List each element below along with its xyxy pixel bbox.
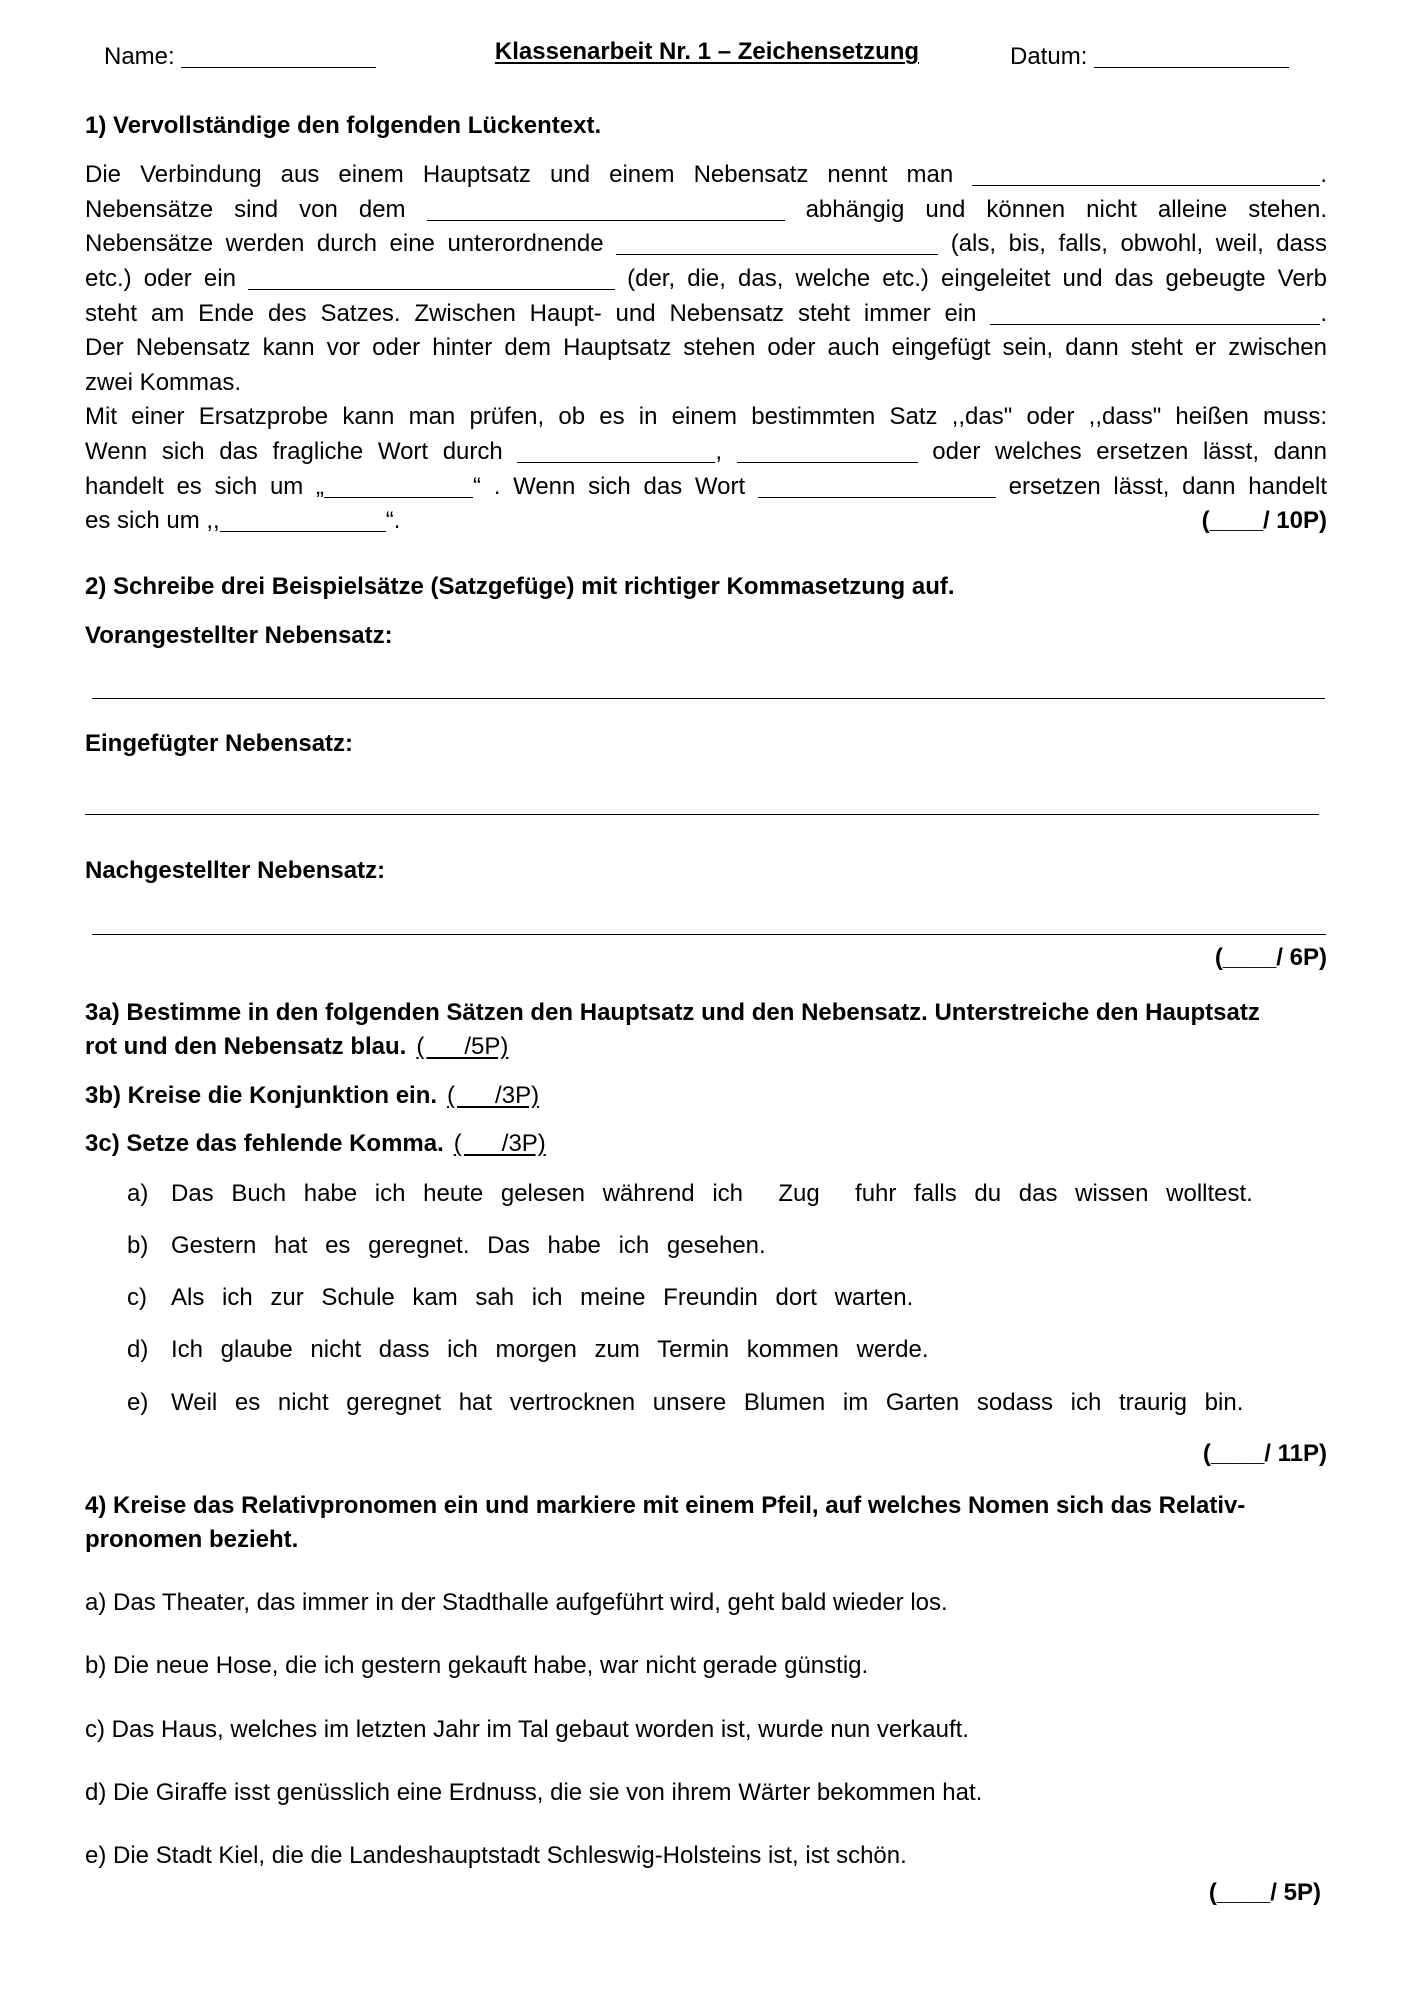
task3c-heading-row [85,1127,546,1161]
cloze-blank [517,462,715,463]
field-label-postposed: Nachgestellter Nebensatz: [85,857,386,884]
date-blank [1094,67,1289,68]
cloze-text: steht am Ende des Satzes. Zwischen Haupt- und Nebensatz steht immer ein [85,299,977,327]
list-marker: c) [127,1284,147,1311]
task4-points: (____/ 5P) [1208,1879,1321,1906]
task3a-points: ( /5P) [416,1033,509,1060]
cloze-line [85,331,1327,366]
cloze-blank [220,531,386,532]
list-marker: a) [127,1180,149,1207]
cloze-line [85,470,1327,505]
answer-line [92,934,1326,935]
list-item: Gestern hat es geregnet. Das habe ich gesehen. [171,1232,766,1259]
cloze-blank [248,289,615,290]
cloze-blank [972,185,1320,186]
cloze-text: Nebensätze sind von dem [85,195,406,223]
field-label-embedded: Eingefügter Nebensatz: [85,730,354,757]
cloze-text: Die Verbindung aus einem Hauptsatz und einem Nebensatz nennt man [85,161,954,188]
field-label-preposed: Vorangestellter Nebensatz: [85,622,393,649]
cloze-text: Mit einer Ersatzprobe kann man prüfen, ob es in einem bestimmten Satz ,,das" oder ,,dass" heißen muss: [85,403,1327,431]
cloze-text: . [1320,299,1327,327]
cloze-line [85,400,1327,435]
cloze-text: Wenn sich das fragliche Wort durch [85,438,503,466]
list-item: Das Buch habe ich heute gelesen während ich Zug fuhr falls du das wissen wolltest. [171,1180,1253,1207]
task3b-points: ( /3P) [447,1082,540,1109]
task1-heading: 1) Vervollständige den folgenden Lückentext. [85,112,602,139]
cloze-line [85,504,1327,539]
task3c-points: ( /3P) [453,1130,546,1157]
answer-line [92,698,1325,699]
cloze-line [85,227,1327,262]
task2-points: (____/ 6P) [1214,944,1327,971]
cloze-line [85,435,1327,470]
list-item: Als ich zur Schule kam sah ich meine Freundin dort warten. [171,1284,914,1311]
cloze-text: . [1320,161,1328,188]
task1-cloze-text [85,158,1327,539]
list-item: Weil es nicht geregnet hat vertrocknen unsere Blumen im Garten sodass ich traurig bin. [171,1389,1244,1416]
cloze-text: ersetzen lässt, dann handelt [1008,472,1327,500]
list-marker: d) [85,1779,107,1806]
date-field [1010,40,1289,74]
list-marker: e) [127,1389,149,1416]
task4-heading-cont: pronomen bezieht. [85,1526,299,1553]
list-marker: d) [127,1336,149,1363]
cloze-line [85,297,1327,332]
cloze-line [85,158,1327,193]
cloze-blank [616,254,938,255]
cloze-blank [990,324,1320,325]
list-item-text: Die Giraffe isst genüsslich eine Erdnuss, die sie von ihrem Wärter bekommen hat. [113,1779,983,1806]
list-item [85,1776,982,1810]
cloze-text: (der, die, das, welche etc.) eingeleitet und das gebeugte Verb [627,264,1328,292]
cloze-text: Der Nebensatz kann vor oder hinter dem Hauptsatz stehen oder auch eingefügt sein, dann steht er zwischen [85,334,1327,362]
list-item [85,1586,948,1620]
exam-title: Klassenarbeit Nr. 1 – Zeichensetzung [494,38,920,65]
task3b-heading: 3b) Kreise die Konjunktion ein. [85,1082,438,1109]
list-item-text: Die Stadt Kiel, die die Landeshauptstadt Schleswig-Holsteins ist, ist schön. [113,1842,907,1869]
list-item [85,1649,868,1683]
cloze-text: abhängig und können nicht alleine stehen. [805,195,1327,223]
cloze-text: zwei Kommas. [85,368,242,396]
list-marker: c) [85,1716,105,1743]
task3c-heading: 3c) Setze das fehlende Komma. [85,1130,444,1157]
list-marker: e) [85,1842,107,1869]
task3-points: (____/ 11P) [1202,1440,1327,1467]
task1-points: (____/ 10P) [1201,507,1327,535]
list-item-text: Das Theater, das immer in der Stadthalle aufgeführt wird, geht bald wieder los. [113,1589,948,1616]
list-item-text: Die neue Hose, die ich gestern gekauft habe, war nicht gerade günstig. [113,1652,869,1679]
cloze-text: “. [385,507,401,535]
list-marker: b) [127,1232,149,1259]
list-marker: a) [85,1589,107,1616]
task4-heading: 4) Kreise das Relativpronomen ein und markiere mit einem Pfeil, auf welches Nomen sich das Relativ- [85,1492,1246,1519]
task3a-heading-cont [85,1030,508,1064]
name-label: Name: [104,43,175,70]
list-item [85,1713,969,1747]
list-item [85,1839,907,1873]
cloze-line [85,366,1327,401]
cloze-blank [758,497,996,498]
cloze-line [85,262,1327,297]
list-item-text: Das Haus, welches im letzten Jahr im Tal gebaut worden ist, wurde nun verkauft. [111,1716,969,1743]
list-item: Ich glaube nicht dass ich morgen zum Termin kommen werde. [171,1336,929,1363]
cloze-blank [427,220,785,221]
cloze-text: oder welches ersetzen lässt, dann [932,438,1327,466]
cloze-text: etc.) oder ein [85,264,236,292]
task2-heading: 2) Schreibe drei Beispielsätze (Satzgefüge) mit richtiger Kommasetzung auf. [85,573,955,600]
cloze-text: “ . Wenn sich das Wort [473,472,746,500]
task3a-heading: 3a) Bestimme in den folgenden Sätzen den Hauptsatz und den Nebensatz. Unterstreiche den Hauptsatz [85,999,1260,1026]
task3a-heading-text: rot und den Nebensatz blau. [85,1033,407,1060]
cloze-text: , [715,438,723,466]
cloze-text: (als, bis, falls, obwohl, weil, dass [950,230,1327,258]
cloze-blank [737,462,918,463]
list-marker: b) [85,1652,107,1679]
task3b-heading-row [85,1079,539,1113]
cloze-text: es sich um ,, [85,507,220,535]
cloze-text: handelt es sich um „ [85,472,324,500]
answer-line [85,814,1319,815]
date-label: Datum: [1010,43,1088,70]
cloze-blank [324,497,473,498]
cloze-line [85,193,1327,228]
cloze-text: Nebensätze werden durch eine unterordnende [85,230,604,258]
